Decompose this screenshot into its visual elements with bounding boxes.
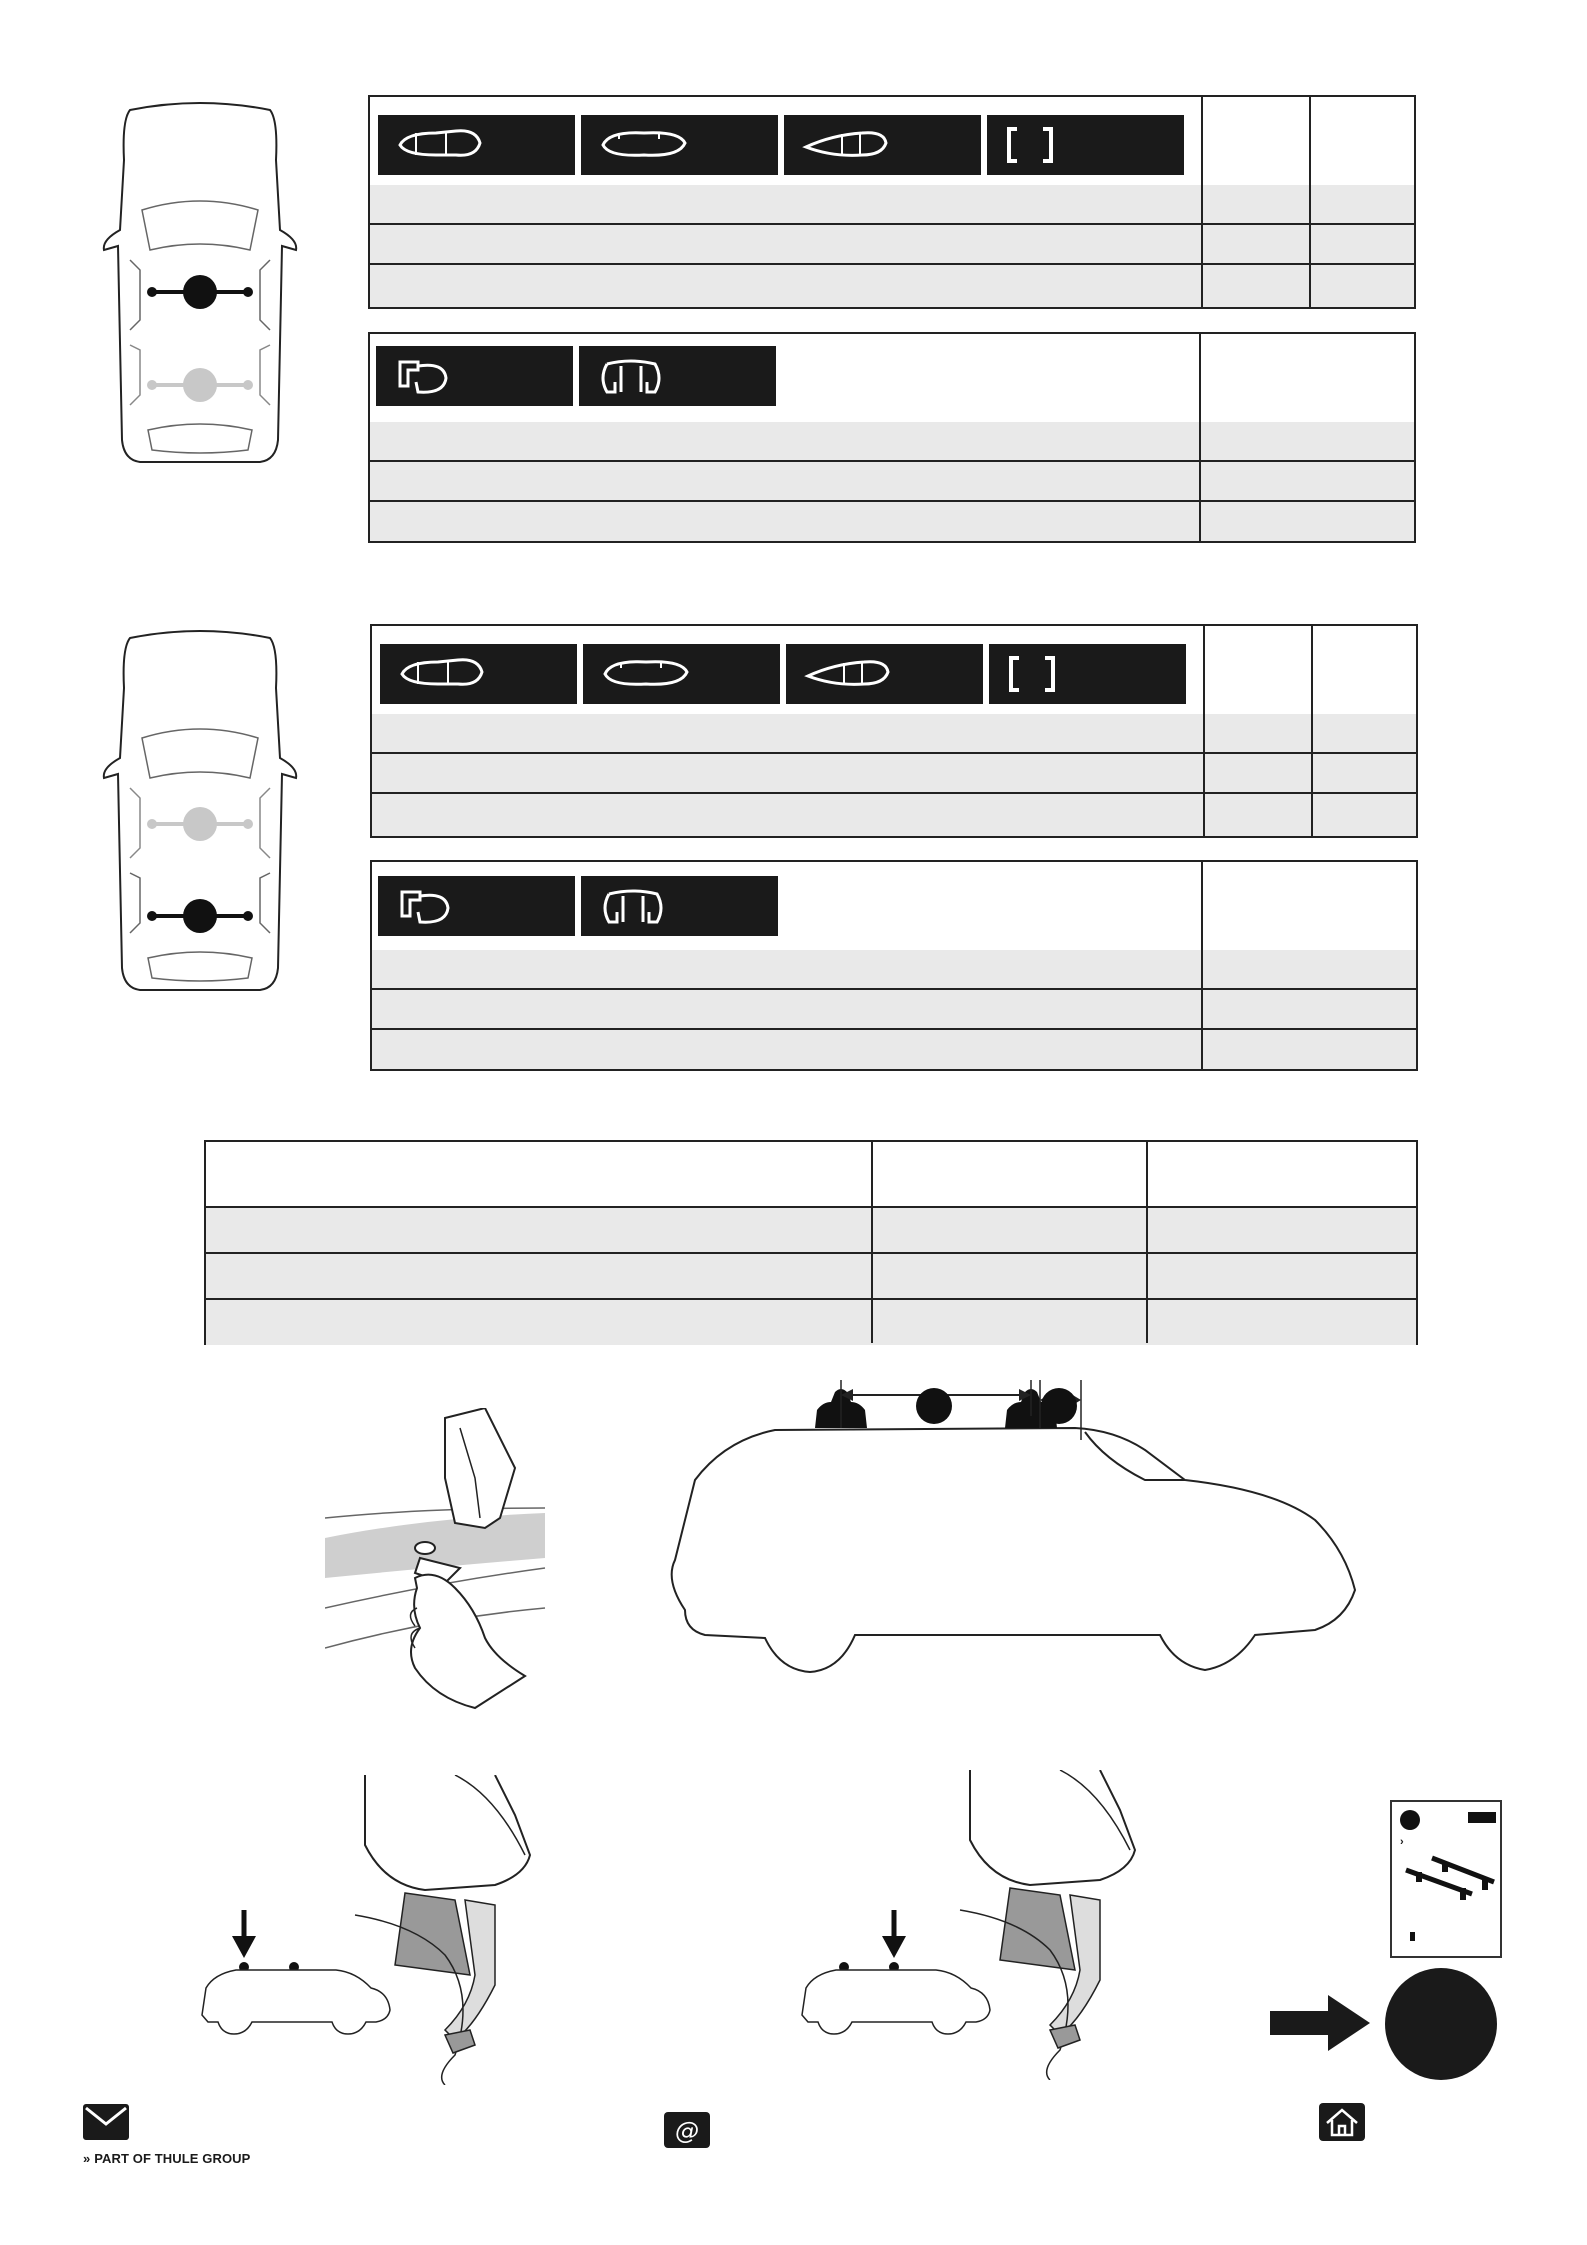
bar-types-header [372, 626, 1416, 716]
small-car-front-position [196, 1910, 396, 2045]
slidebar-icon [804, 654, 894, 692]
next-step-circle[interactable] [1385, 1968, 1497, 2080]
table-row [206, 1298, 1416, 1345]
roof-bars-icon [1402, 1850, 1496, 1920]
clamp-adapter-tile [376, 346, 573, 406]
table-row [372, 950, 1416, 990]
clamp-adapter-wide-tile [581, 876, 778, 936]
wingbar-icon [396, 125, 486, 163]
table-row [206, 1206, 1416, 1252]
squarebar-tile [987, 115, 1184, 175]
clamp-adapter-wide-icon [597, 356, 667, 398]
clamp-adapter-icon [394, 356, 464, 398]
table-row [370, 462, 1414, 502]
hand-installation-illustration [325, 1408, 555, 1718]
clamp-adapter-icon [396, 886, 466, 928]
wingbar-edge-tile [581, 115, 778, 175]
car-side-view-measurement [655, 1380, 1375, 1750]
mail-icon[interactable] [83, 2104, 129, 2140]
slidebar-tile [786, 644, 983, 704]
bar-types-header [370, 97, 1414, 187]
thule-chevron-icon: » [83, 2151, 91, 2166]
kit-number-dot [1400, 1810, 1420, 1830]
svg-text:@: @ [675, 2117, 699, 2145]
bar-fit-table-front [368, 95, 1416, 309]
adapter-types-header [370, 334, 1414, 424]
clamp-adapter-tile [378, 876, 575, 936]
wingbar-icon [398, 654, 488, 692]
company-tagline [83, 2151, 250, 2166]
table-row [372, 754, 1416, 794]
wingbar-tile [378, 115, 575, 175]
car-top-view-rear [100, 628, 300, 998]
wingbar-edge-icon [599, 125, 689, 163]
table-row [370, 502, 1414, 543]
company-text: PART OF THULE GROUP [94, 2151, 251, 2166]
squarebar-tile [989, 644, 1186, 704]
kit-reference-card [1390, 1800, 1502, 1958]
car-top-view-front [100, 100, 300, 470]
table-row [206, 1252, 1416, 1298]
thule-logo [1468, 1812, 1496, 1823]
table-row [370, 225, 1414, 265]
bar-fit-table-rear [370, 624, 1418, 838]
wingbar-tile [380, 644, 577, 704]
dimension-marker-a [916, 1388, 952, 1424]
slidebar-icon [802, 125, 892, 163]
table-row [372, 990, 1416, 1030]
kit-small-part [1410, 1932, 1415, 1941]
squarebar-icon [1005, 125, 1055, 165]
clamp-adapter-wide-icon [599, 886, 669, 928]
adapter-fit-table-front [368, 332, 1416, 543]
slidebar-tile [784, 115, 981, 175]
small-car-rear-position [796, 1910, 996, 2045]
table-row [370, 422, 1414, 462]
kit-marker: › [1400, 1836, 1404, 1848]
wingbar-edge-tile [583, 644, 780, 704]
wingbar-edge-icon [601, 654, 691, 692]
adapter-types-header [372, 862, 1416, 952]
home-icon[interactable] [1319, 2103, 1365, 2141]
table-row [370, 185, 1414, 225]
measurement-table [204, 1140, 1418, 1345]
table-row [370, 265, 1414, 309]
adapter-fit-table-rear [370, 860, 1418, 1071]
dimension-marker-b [1041, 1388, 1077, 1424]
next-step-arrow-icon [1270, 1995, 1370, 2051]
email-at-icon[interactable] [664, 2112, 710, 2148]
table-row [372, 1030, 1416, 1071]
clamp-adapter-wide-tile [579, 346, 776, 406]
table-row [372, 794, 1416, 838]
squarebar-icon [1007, 654, 1057, 694]
table-row [372, 714, 1416, 754]
